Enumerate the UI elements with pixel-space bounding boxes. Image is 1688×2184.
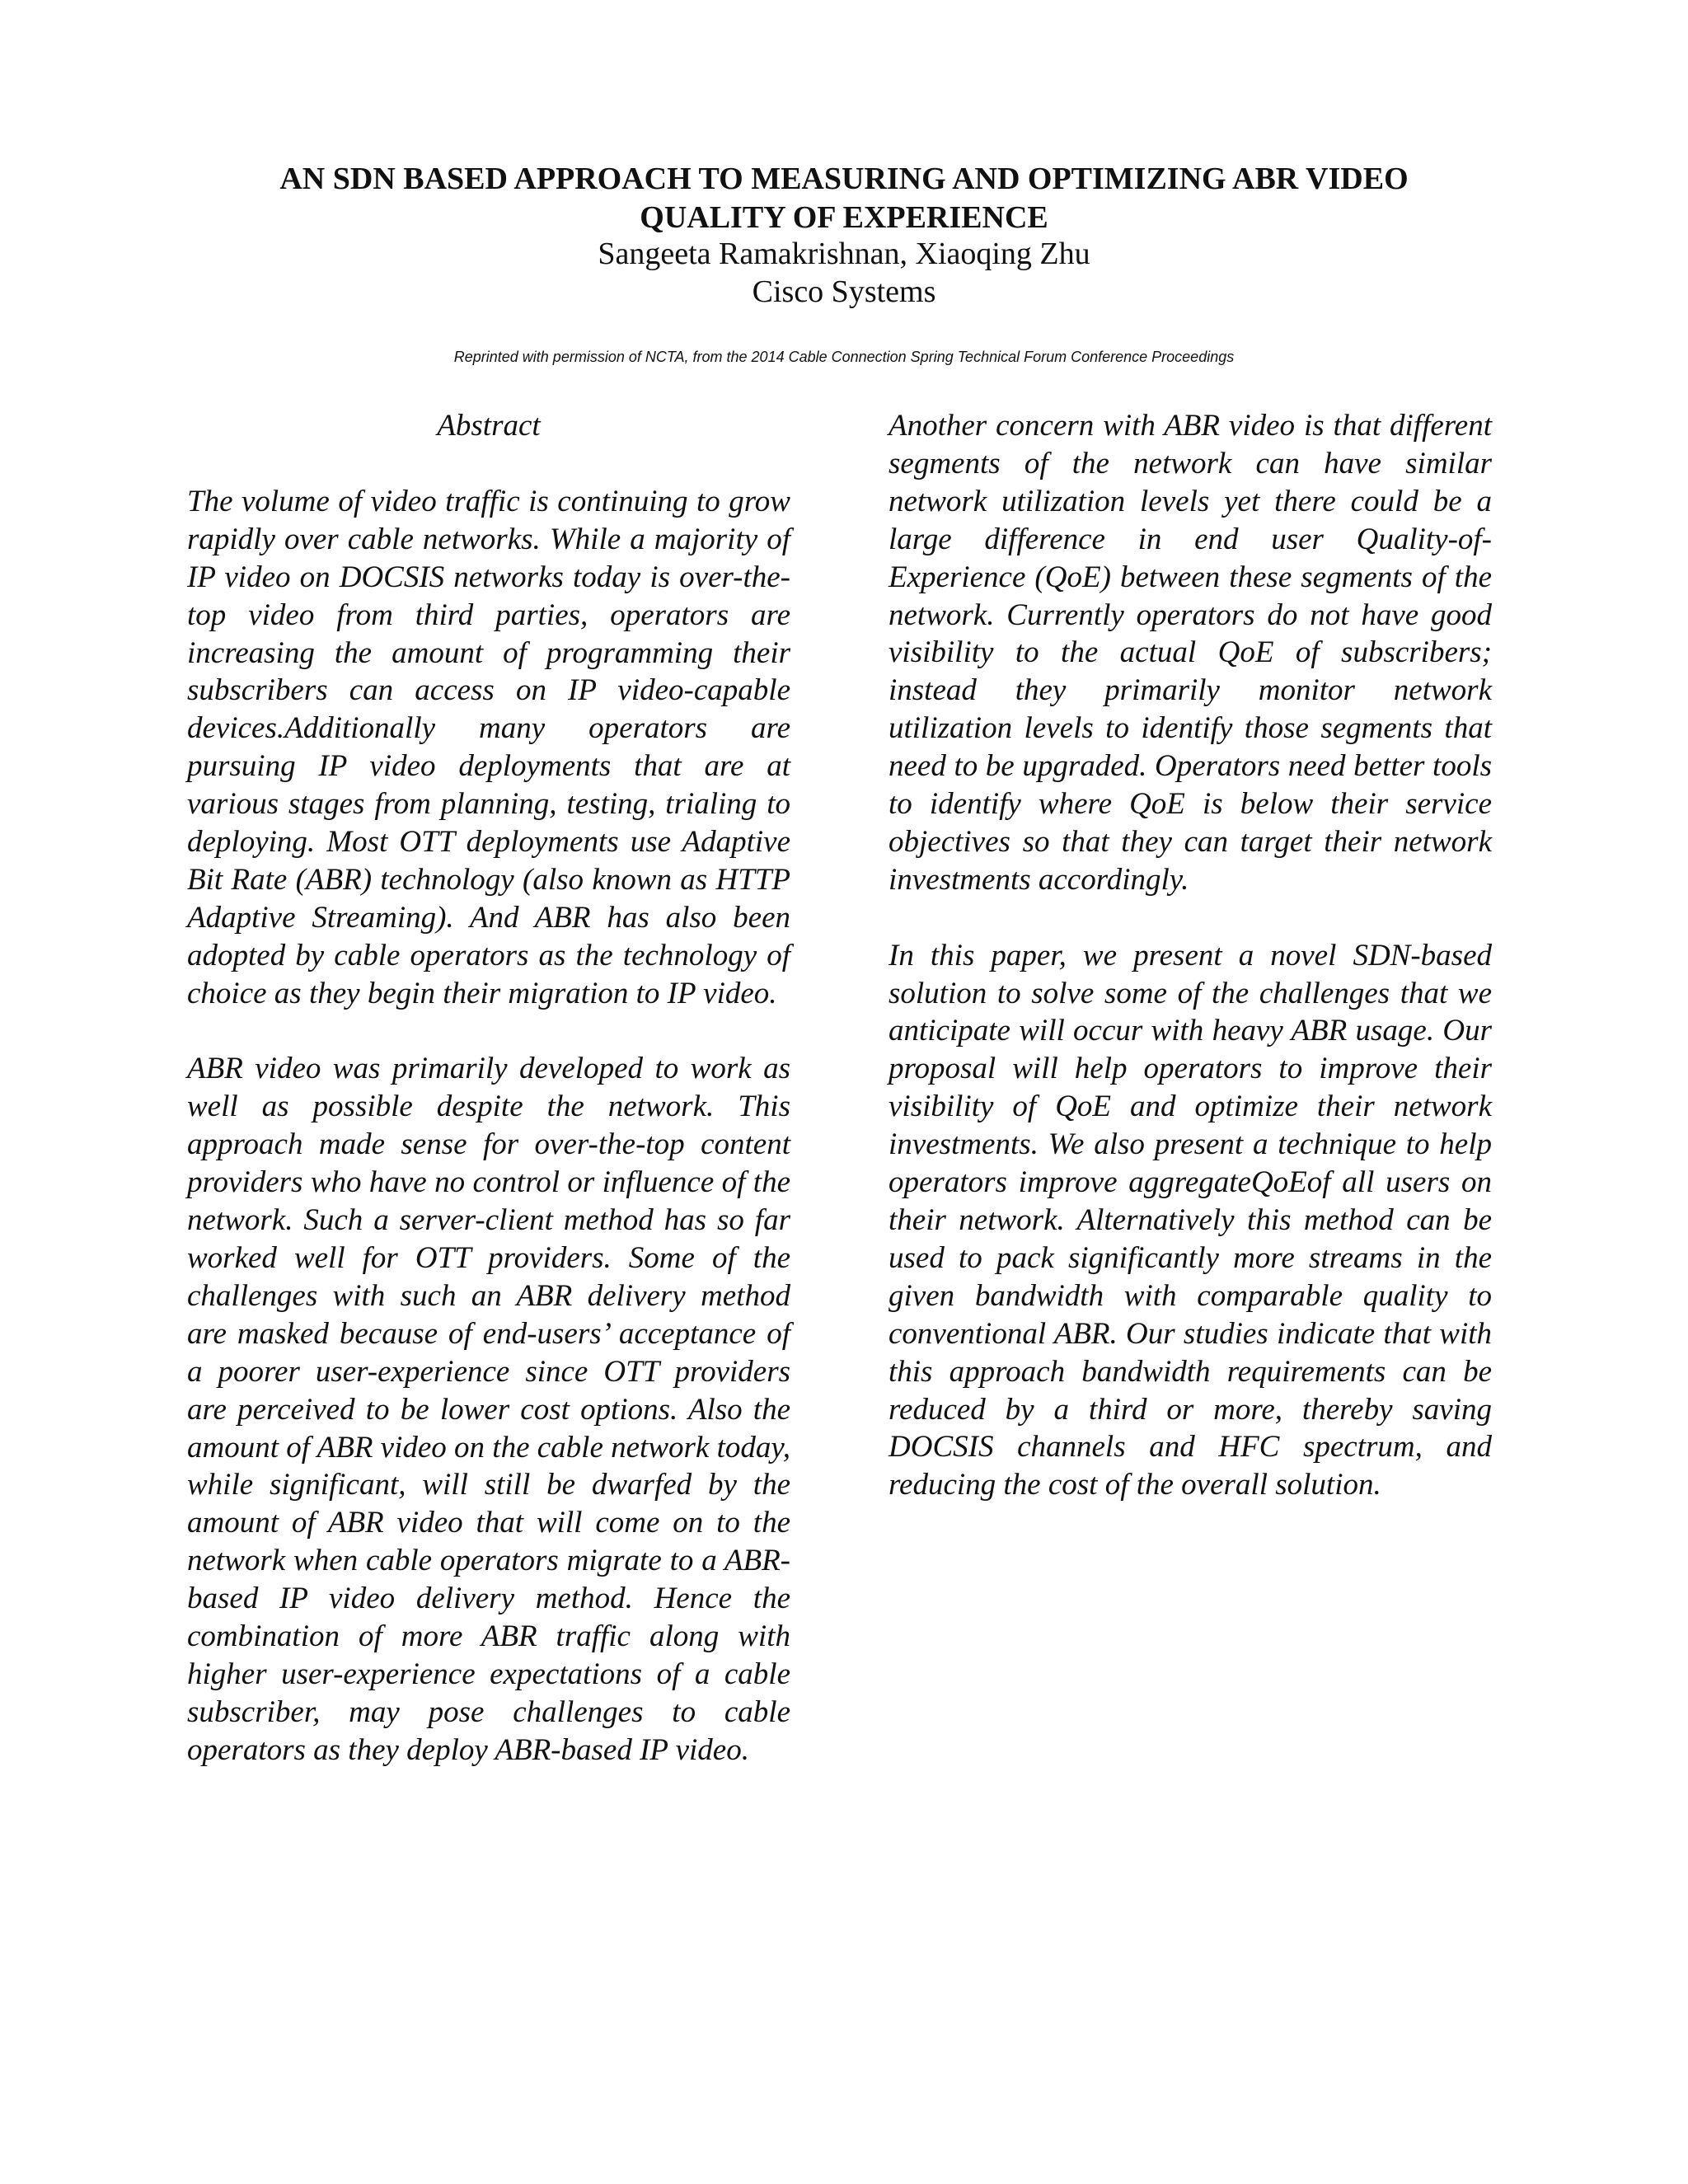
abstract-paragraph-2: ABR video was primarily developed to work as well as possible despite the network. This approach made sense for over-the-top content providers who have no control or influence of the network. Such a server-client method has so far worked well for OTT providers. Some of the challenges with such an ABR delivery method are masked because of end-users’ acceptance of a poorer user-experience since OTT providers are perceived to be lower cost options. Also the amount of ABR video on the cable network today, while significant, will still be dwarfed by the amount of ABR video that will come on to the network when cable operators migrate to a ABR-based IP video delivery method. Hence the combination of more ABR traffic along with higher user-experience expectations of a cable subscriber, may pose challenges to cable operators as they deploy ABR-based IP video. bbox=[187, 1052, 790, 1767]
right-column bbox=[889, 407, 1492, 1542]
abstract-paragraph-3: Another concern with ABR video is that different segments of the network can have similar network utilization levels yet there could be a large difference in end user Quality-of-Experience (QoE) between these segments of the network. Currently operators do not have good visibility to the actual QoE of subscribers; instead they primarily monitor network utilization levels to identify those segments that need to be upgraded. Operators need better tools to identify where QoE is below their service objectives so that they can target their network investments accordingly. bbox=[889, 409, 1492, 897]
paper-affiliation: Cisco Systems bbox=[752, 274, 936, 309]
abstract-paragraph-1: The volume of video traffic is continuing to grow rapidly over cable networks. While a majority of IP video on DOCSIS networks today is over-the-top video from third parties, operators are increasing the amount of programming their subscribers can access on IP video-capable devices.Additionally many operators are pursuing IP video deployments that are at various stages from planning, testing, trialing to deploying. Most OTT deployments use Adaptive Bit Rate (ABR) technology (also known as HTTP Adaptive Streaming). And ABR has also been adopted by cable operators as the technology of choice as they begin their migration to IP video. bbox=[187, 484, 790, 1010]
paper-title bbox=[0, 160, 1688, 237]
paper-title-line-1: AN SDN BASED APPROACH TO MEASURING AND OPTIMIZING ABR VIDEO bbox=[279, 162, 1409, 196]
abstract-paragraph-4: In this paper, we present a novel SDN-based solution to solve some of the challenges that we anticipate will occur with heavy ABR usage. Our proposal will help operators to improve their visibility of QoE and optimize their network investments. We also present a technique to help operators improve aggregateQoEof all users on their network. Alternatively this method can be used to pack significantly more streams in the given bandwidth with comparable quality to conventional ABR. Our studies indicate that with this approach bandwidth requirements can be reduced by a third or more, thereby saving DOCSIS channels and HFC spectrum, and reducing the cost of the overall solution. bbox=[889, 938, 1492, 1502]
reprint-note: Reprinted with permission of NCTA, from the 2014 Cable Connection Spring Technical Forum Conference Proceedings bbox=[453, 349, 1235, 365]
left-column bbox=[187, 407, 790, 1807]
abstract-heading: Abstract bbox=[437, 409, 541, 443]
paper-title-line-2: QUALITY OF EXPERIENCE bbox=[640, 200, 1048, 235]
paper-authors: Sangeeta Ramakrishnan, Xiaoqing Zhu bbox=[598, 237, 1090, 271]
